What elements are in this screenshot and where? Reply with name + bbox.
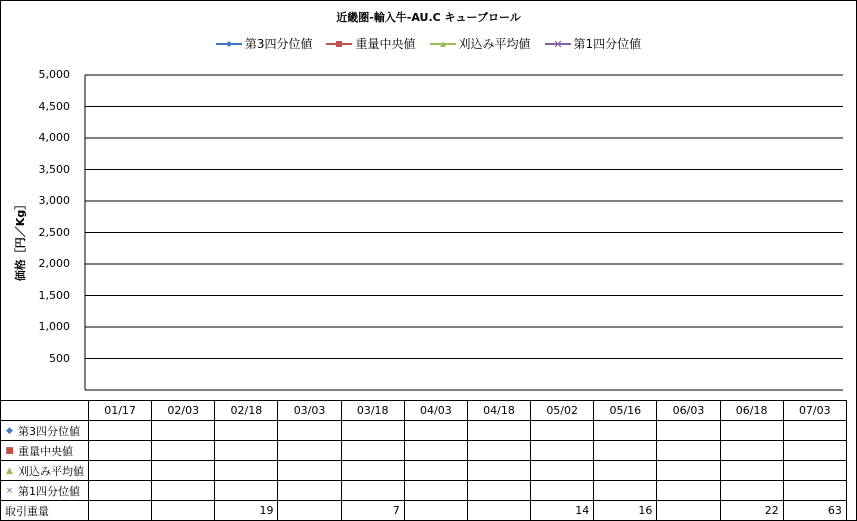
table-cell	[657, 421, 720, 441]
table-cell	[278, 481, 341, 501]
table-row-label: 取引重量	[1, 501, 89, 521]
x-tick-label: 04/03	[404, 401, 467, 421]
table-cell	[404, 461, 467, 481]
table-cell	[531, 421, 594, 441]
table-row	[1, 481, 847, 501]
x-tick-label: 02/03	[152, 401, 215, 421]
legend-label: 第1四分位値	[573, 37, 642, 51]
table-cell	[215, 421, 278, 441]
table-cell	[657, 501, 720, 521]
table-cell	[657, 481, 720, 501]
x-tick-label: 03/03	[278, 401, 341, 421]
x-tick-label: 06/18	[720, 401, 783, 421]
y-tick-label: 2,500	[38, 225, 70, 239]
table-cell	[278, 421, 341, 441]
table-row-label	[1, 441, 89, 461]
table-cell	[404, 501, 467, 521]
table-cell: 7	[341, 501, 404, 521]
y-tick-label: 3,000	[38, 194, 70, 207]
y-tick-label: 500	[49, 351, 70, 365]
table-cell	[531, 461, 594, 481]
table-cell	[594, 461, 657, 481]
x-marker-icon: ×	[5, 485, 14, 496]
table-row-name: 刈込み平均値	[18, 464, 84, 478]
table-cell	[89, 441, 152, 461]
table-cell	[531, 441, 594, 461]
table-cell: 22	[720, 501, 783, 521]
table-cell: 16	[594, 501, 657, 521]
table-row-name: 重量中央値	[18, 444, 73, 458]
table-cell	[467, 441, 530, 461]
table-cell	[278, 461, 341, 481]
table-cell	[89, 481, 152, 501]
table-row-label	[1, 461, 89, 481]
table-cell	[215, 461, 278, 481]
table-corner-cell	[1, 401, 89, 421]
y-tick-label: 5,000	[38, 68, 70, 81]
y-tick-label: 4,500	[38, 99, 70, 113]
table-cell	[720, 461, 783, 481]
table-cell	[341, 461, 404, 481]
table-cell	[594, 481, 657, 501]
table-cell	[152, 461, 215, 481]
table-cell	[404, 421, 467, 441]
table-cell	[783, 441, 846, 461]
table-cell	[720, 441, 783, 461]
table-header-row	[1, 401, 847, 421]
table-cell	[467, 461, 530, 481]
table-row-name: 第3四分位値	[18, 424, 80, 438]
table-cell: 63	[783, 501, 846, 521]
x-tick-label: 06/03	[657, 401, 720, 421]
table-cell	[657, 461, 720, 481]
table-cell	[594, 441, 657, 461]
table-cell	[404, 441, 467, 461]
table-cell	[215, 481, 278, 501]
table-cell	[467, 501, 530, 521]
table-cell	[531, 481, 594, 501]
y-tick-label: 2,000	[38, 257, 70, 270]
legend-label: 第3四分位値	[244, 37, 313, 51]
table-cell	[89, 501, 152, 521]
table-cell	[467, 481, 530, 501]
table-row-label	[1, 421, 89, 441]
table-row-name: 第1四分位値	[18, 484, 80, 498]
y-tick-label: 1,000	[38, 320, 70, 333]
x-tick-label: 05/02	[531, 401, 594, 421]
table-row	[1, 421, 847, 441]
legend-label: 刈込み平均値	[458, 37, 531, 51]
x-tick-label: 07/03	[783, 401, 846, 421]
y-tick-label: 3,500	[38, 162, 70, 176]
table-row	[1, 461, 847, 481]
square-marker-icon: ■	[5, 445, 14, 456]
table-cell	[341, 421, 404, 441]
table-cell	[720, 481, 783, 501]
table-cell	[152, 421, 215, 441]
table-cell	[783, 461, 846, 481]
table-cell	[152, 441, 215, 461]
diamond-marker-icon: ◆	[6, 425, 13, 436]
x-tick-label: 01/17	[89, 401, 152, 421]
table-cell	[89, 461, 152, 481]
chart-title: 近畿圏-輸入牛-AU.C キューブロール	[336, 11, 521, 24]
table-cell	[341, 441, 404, 461]
table-cell: 19	[215, 501, 278, 521]
table-cell	[278, 441, 341, 461]
table-cell	[215, 441, 278, 461]
table-cell	[152, 501, 215, 521]
table-cell	[783, 421, 846, 441]
triangle-marker-icon: ▲	[6, 465, 13, 476]
table-row-label	[1, 481, 89, 501]
data-table	[0, 400, 847, 521]
table-cell: 14	[531, 501, 594, 521]
table-cell	[152, 481, 215, 501]
x-tick-label: 03/18	[341, 401, 404, 421]
y-axis-label: 価格［円／Kg］	[14, 198, 27, 282]
x-tick-label: 05/16	[594, 401, 657, 421]
table-cell	[278, 501, 341, 521]
table-cell	[341, 481, 404, 501]
table-row	[1, 501, 847, 521]
table-row	[1, 441, 847, 461]
y-tick-label: 1,500	[38, 288, 70, 302]
table-cell	[657, 441, 720, 461]
legend-label: 重量中央値	[355, 37, 416, 51]
x-tick-label: 04/18	[467, 401, 530, 421]
table-cell	[594, 421, 657, 441]
table-cell	[89, 421, 152, 441]
table-cell	[783, 481, 846, 501]
x-tick-label: 02/18	[215, 401, 278, 421]
y-tick-label: 4,000	[38, 131, 70, 144]
table-cell	[467, 421, 530, 441]
table-cell	[720, 421, 783, 441]
table-cell	[404, 481, 467, 501]
